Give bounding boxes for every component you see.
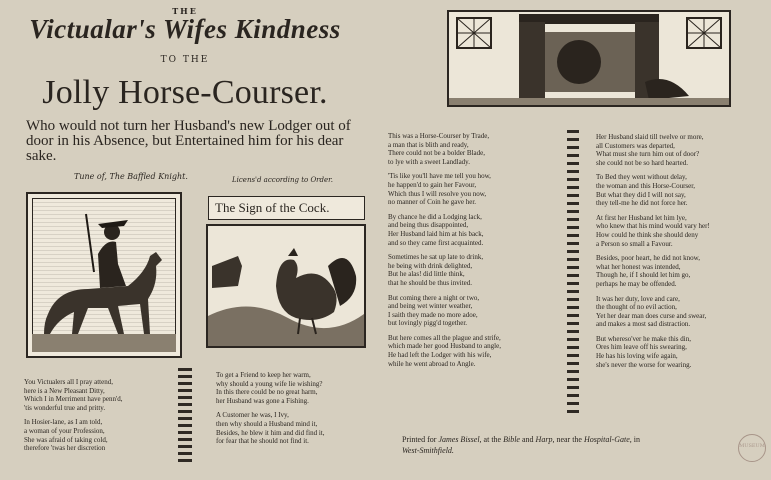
stanza (388, 334, 553, 368)
verse-line: while he went abroad to Angle. (388, 359, 476, 368)
verse-line: Her Husband slaid till twelve or more, (596, 133, 704, 141)
verse-line: By chance he did a Lodging lack, (388, 212, 482, 221)
verse-line: therefore 'twas her discretion (24, 444, 106, 453)
verse-column-4 (596, 133, 766, 375)
stanza (388, 132, 553, 166)
title-line2: Jolly Horse-Courser. (42, 74, 328, 111)
verse-line: she's never the worse for wearing. (596, 360, 692, 369)
verse-line: 'tis wonderful true and pritty. (24, 403, 106, 412)
bed-scene-illustration (449, 12, 729, 105)
verse-line: that he should be thus invited. (388, 278, 472, 287)
stanza (388, 253, 553, 287)
woodcut-cock (206, 224, 366, 348)
imprint-gate: Hospital-Gate, (583, 435, 632, 444)
verse-line: the woman and this Horse-Courser, (596, 181, 696, 190)
imprint-and: and (521, 435, 534, 444)
imprint-harp: Harp, (535, 435, 555, 444)
verse-line: But coming there a night or two, (388, 293, 480, 302)
stanza (388, 172, 553, 206)
verse-line: This was a Horse-Courser by Trade, (388, 132, 490, 140)
imprint-bible: Bible (503, 435, 520, 444)
verse-line: and so they came first acquainted. (388, 238, 484, 247)
verse-line: all Customers was departed, (596, 141, 675, 150)
stanza (216, 371, 374, 405)
verse-line: At first her Husband let him lye, (596, 213, 687, 222)
imprint-at: at the (483, 435, 502, 444)
verse-line: Which I in Merriment have penn'd, (24, 395, 123, 404)
verse-line: I saith they made no more adoe, (388, 310, 478, 319)
verse-line: How could he think she should deny (596, 230, 699, 239)
verse-line: which made her good Husband to angle, (388, 342, 501, 351)
stanza (596, 173, 766, 207)
verse-line: but lovingly pigg'd together. (388, 319, 468, 328)
horseman-illustration (28, 194, 180, 356)
verse-line: her Husband was gone a Fishing. (216, 396, 309, 405)
imprint-place: West-Smithfield. (402, 446, 454, 455)
verse-line: Though he, if I should let him go, (596, 271, 691, 280)
woodcut-horseman (26, 192, 182, 358)
stanza (24, 378, 174, 412)
verse-line: In Hosier-lane, as I am told, (24, 418, 103, 427)
verse-line: A Customer he was, I Ivy, (216, 411, 289, 420)
verse-line: In this there could be no great harm, (216, 388, 318, 397)
library-stamp-icon (738, 434, 766, 462)
verse-line: But he alas! did little think, (388, 270, 465, 279)
verse-line: But whereso'ver he make this din, (596, 334, 691, 343)
stanza (596, 335, 766, 369)
ornament-divider-center (563, 130, 583, 415)
verse-column-3 (388, 132, 553, 374)
verse-line: But here comes all the plague and strife, (388, 333, 501, 342)
stamp-text: MUSEUM (739, 443, 765, 449)
stanza (216, 411, 374, 445)
title-to-the: TO THE (160, 55, 210, 65)
stanza (596, 133, 766, 167)
verse-line: He has his loving wife again, (596, 352, 678, 361)
verse-line: the thought of no evil action, (596, 303, 677, 312)
tune-line: Tune of, The Baffled Knight. (74, 172, 188, 181)
stanza (596, 254, 766, 288)
verse-line: 'Tis like you'll have me tell you how, (388, 172, 491, 181)
verse-line: who knew that his mind would vary her! (596, 222, 710, 231)
stanza (596, 214, 766, 248)
woodcut-bed-scene (447, 10, 731, 107)
verse-line: a man that is blith and ready, (388, 140, 469, 149)
imprint-printer: James Bissel, (438, 435, 482, 444)
verse-column-1 (24, 378, 174, 459)
verse-line: for fear that he should not find it. (216, 437, 309, 446)
verse-line: what her honest was intended, (596, 262, 681, 271)
verse-line: She was afraid of taking cold, (24, 435, 108, 444)
verse-line: Sometimes he sat up late to drink, (388, 253, 484, 262)
imprint (402, 434, 752, 456)
imprint-near: near the (556, 435, 582, 444)
verse-line: Which thus I will resolve you now, (388, 189, 487, 198)
verse-line: perhaps he may be offended. (596, 279, 677, 288)
verse-line: they tell-me he did not force her. (596, 199, 688, 208)
verse-column-2 (216, 371, 374, 452)
stanza (596, 295, 766, 329)
verse-line: There could not be a bolder Blade, (388, 149, 485, 158)
verse-line: to lye with a sweet Landlady. (388, 157, 470, 166)
title-the: THE (172, 6, 198, 16)
verse-line: he being with drink delighted, (388, 261, 473, 270)
imprint-in: in (633, 435, 640, 444)
stanza (388, 294, 553, 328)
verse-line: he happen'd to gain her Favour, (388, 180, 477, 189)
verse-line: she could not be so hard hearted. (596, 158, 688, 167)
verse-line: He had left the Lodger with his wife, (388, 351, 492, 360)
verse-line: no manner of Coin he gave her. (388, 198, 477, 207)
verse-line: a Person so small a Favour. (596, 239, 673, 248)
verse-line: a woman of your Profession, (24, 426, 105, 435)
verse-line: Her Husband laid him at his back, (388, 229, 484, 238)
verse-line: Ores him leave off his swearing, (596, 343, 687, 352)
verse-line: why should a young wife lie wishing? (216, 379, 323, 388)
title-line1: Victualar's Wifes Kindness (29, 14, 341, 44)
verse-line: Besides, poor heart, he did not know, (596, 254, 700, 263)
verse-line: and being thus disappointed, (388, 221, 469, 230)
verse-line: Besides, he blew it him and did find it, (216, 428, 325, 437)
verse-line: and being wet winter weather, (388, 302, 473, 311)
cock-illustration (208, 226, 364, 346)
verse-line: You Victualers all I pray attend, (24, 378, 113, 386)
verse-line: To get a Friend to keep her warm, (216, 371, 311, 379)
verse-line: To Bed they went without delay, (596, 173, 687, 182)
verse-line: and makes a most sad distraction. (596, 320, 691, 329)
verse-line: But what they did I will not say, (596, 190, 686, 199)
verse-line: Yet her dear man does curse and swear, (596, 311, 707, 320)
sign-label: The Sign of the Cock. (208, 196, 365, 220)
stanza (24, 418, 174, 452)
imprint-pre: Printed for (402, 435, 437, 444)
licensed-line: Licens'd according to Order. (232, 176, 333, 184)
verse-line: It was her duty, love and care, (596, 294, 680, 303)
verse-line: What must she turn him out of door? (596, 150, 700, 159)
verse-line: here is a New Pleasant Ditty, (24, 386, 105, 395)
ornament-divider-left (178, 368, 192, 463)
verse-line: then why should a Husband mind it, (216, 419, 318, 428)
stanza (388, 213, 553, 247)
subtitle: Who would not turn her Husband's new Lodger out of door in his Absence, but Entertained him for his dear sake. (26, 118, 351, 164)
